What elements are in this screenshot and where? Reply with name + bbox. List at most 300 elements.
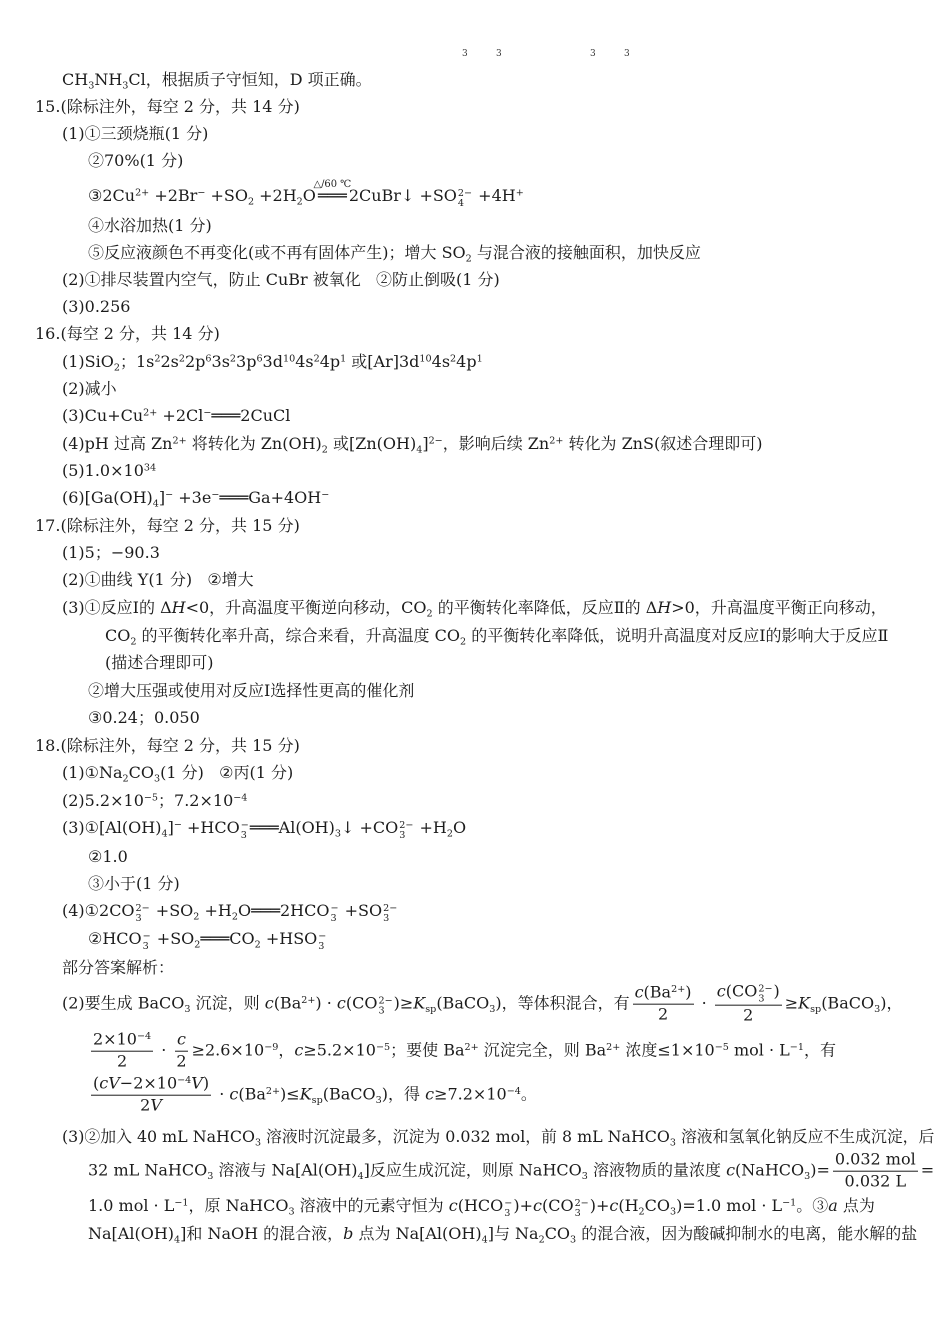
- analysis-2-line-2: [88, 1030, 836, 1073]
- italic-variable: H: [171, 598, 186, 618]
- q18-3-item-2: [88, 846, 128, 868]
- subscript: 4: [416, 444, 423, 456]
- text-run: (BaCO: [436, 993, 490, 1013]
- text-run: 18.(除标注外，每空 2 分，共 15 分): [35, 736, 300, 756]
- q16-2: [62, 378, 117, 400]
- text-run: (CO: [345, 993, 378, 1013]
- fraction-denominator: [656, 1005, 670, 1026]
- superscript: 10: [419, 353, 432, 365]
- text-run: 转化为 ZnS(叙述合理即可): [563, 434, 763, 454]
- text-run: NH: [94, 70, 123, 90]
- q16-heading: [35, 323, 220, 345]
- italic-variable: K: [413, 993, 426, 1013]
- text-run: (3)0.256: [62, 297, 131, 317]
- text-run: 与混合液的接触面积，加快反应: [471, 243, 701, 263]
- superscript: −5: [714, 1041, 729, 1053]
- superscript: 10: [282, 353, 296, 365]
- text-run: (1)5；−90.3: [62, 543, 160, 563]
- text-run: ): [685, 982, 692, 1002]
- charge-superscript: −: [504, 1197, 513, 1209]
- q15-1-item-2: [88, 150, 183, 172]
- text-run: )=: [810, 1160, 830, 1180]
- atom-count-subscript: 3: [378, 1005, 385, 1017]
- text-run: 沉淀完全，则 Ba: [478, 1040, 607, 1060]
- superscript: −1: [789, 1041, 804, 1053]
- text-run: ②70%(1 分): [88, 151, 184, 171]
- text-run: )，得: [381, 1084, 426, 1104]
- fraction: [91, 1030, 153, 1073]
- reaction-equals-sign: ═══: [317, 186, 347, 206]
- superscript: 2: [313, 353, 320, 365]
- subscript: 2: [538, 1234, 545, 1246]
- stacked-charge-and-subscript: [136, 904, 150, 924]
- subscript: 3: [489, 1003, 496, 1015]
- text-run: O═══2HCO: [237, 901, 330, 921]
- superscript: −5: [375, 1041, 391, 1053]
- subscript: 2: [638, 1206, 645, 1218]
- italic-variable: c: [532, 1196, 542, 1216]
- q17-3-item-1-line-2: [105, 625, 888, 647]
- superscript: 2+: [265, 1085, 281, 1097]
- text-run: 2: [176, 1051, 187, 1071]
- subscript: sp: [311, 1094, 323, 1106]
- text-run: 2: [657, 1004, 669, 1024]
- text-run: ]: [158, 488, 166, 508]
- text-run: 点为 Na[Al(OH): [353, 1224, 482, 1244]
- subscript: 2: [465, 253, 472, 265]
- text-run: (BaCO: [322, 1084, 376, 1104]
- charge-superscript: −: [240, 819, 249, 831]
- q16-1: [62, 351, 483, 373]
- charge-superscript: −: [330, 902, 339, 914]
- text-run: ②1.0: [88, 847, 128, 867]
- atom-count-subscript: 3: [142, 940, 149, 952]
- q17-3-item-2: [88, 680, 414, 702]
- q15-3: [62, 296, 130, 318]
- text-run: 0.032 mol: [834, 1149, 916, 1169]
- q17-2: [62, 569, 254, 591]
- italic-variable: V: [150, 1095, 162, 1115]
- text-run: )，: [880, 993, 903, 1013]
- text-run: ；1s: [119, 352, 155, 372]
- q17-3-item-3: [88, 707, 200, 729]
- text-run: Cl，根据质子守恒知，D 项正确。: [128, 70, 372, 90]
- subscript: 4: [152, 498, 159, 510]
- superscript: 2+: [172, 435, 187, 447]
- text-run: 3s: [211, 352, 230, 372]
- text-run: 4p: [456, 352, 477, 372]
- text-run: +H: [199, 901, 232, 921]
- charge-superscript: 2−: [135, 902, 150, 914]
- text-run: 3p: [236, 352, 257, 372]
- charge-superscript: 2−: [758, 983, 773, 995]
- text-run: 溶液中的元素守恒为: [294, 1196, 449, 1216]
- text-run: (3)①反应Ⅰ的 Δ: [62, 598, 172, 618]
- text-run: CH: [62, 70, 89, 90]
- q16-5: [62, 460, 156, 482]
- q18-heading: [35, 735, 300, 757]
- text-run: ═══Al(OH): [249, 818, 335, 838]
- atom-count-subscript: 3: [504, 1207, 511, 1219]
- text-run: Na[Al(OH): [88, 1224, 175, 1244]
- superscript: −: [173, 819, 182, 831]
- subscript: 2: [446, 828, 453, 840]
- subscript: sp: [425, 1003, 437, 1015]
- text-run: ]反应生成沉淀，则原 NaHCO: [363, 1160, 582, 1180]
- text-run: (3)①[Al(OH): [62, 818, 162, 838]
- superscript: −4: [233, 792, 248, 804]
- charge-superscript: −: [318, 930, 327, 942]
- text-run: (1)①三颈烧瓶(1 分): [62, 124, 209, 144]
- text-run: 溶液时沉淀最多，沉淀为 0.032 mol，前 8 mL NaHCO: [260, 1127, 670, 1147]
- subscript: 3: [122, 80, 129, 92]
- text-run: (CO: [725, 981, 758, 1001]
- fraction-numerator: [633, 983, 694, 1005]
- stacked-charge-and-subscript: [458, 189, 472, 209]
- atom-count-subscript: 3: [318, 940, 325, 952]
- stacked-charge-and-subscript: [143, 932, 151, 952]
- stacked-charge-and-subscript: [758, 984, 772, 1004]
- text-run: (描述合理即可): [105, 653, 214, 673]
- text-run: )，等体积混合，有: [495, 993, 630, 1013]
- text-run: 2p: [184, 352, 206, 372]
- text-run: ]与 Na: [487, 1224, 539, 1244]
- superscript: 2+: [135, 187, 150, 199]
- text-run: ③2Cu: [88, 186, 136, 206]
- text-run: 。③: [796, 1196, 829, 1216]
- text-run: (HCO: [457, 1196, 504, 1216]
- text-run: (2)减小: [62, 379, 117, 399]
- subscript: 2: [122, 773, 129, 785]
- text-run: +2H: [254, 186, 297, 206]
- superscript: −1: [174, 1197, 189, 1209]
- q17-heading: [35, 515, 300, 537]
- fraction: [174, 1030, 188, 1073]
- superscript: 2−: [428, 435, 443, 447]
- text-run: )+: [513, 1196, 533, 1216]
- text-run: ): [773, 981, 780, 1001]
- text-run: 4s: [295, 352, 314, 372]
- stacked-charge-and-subscript: [318, 932, 326, 952]
- analysis-2-line-1: [62, 982, 902, 1027]
- text-run: ≥7.2×10: [434, 1084, 507, 1104]
- superscript: 2+: [143, 407, 158, 419]
- fraction: [91, 1074, 211, 1117]
- superscript: −: [203, 407, 212, 419]
- q16-3-equation: [62, 405, 290, 427]
- subscript: 3: [88, 80, 95, 92]
- subscript: 3: [207, 1170, 214, 1182]
- text-run: 的平衡转化率升高，综合来看，升高温度 CO: [136, 626, 461, 646]
- q17-1: [62, 542, 160, 564]
- text-run: +HCO: [181, 818, 240, 838]
- superscript: −: [211, 489, 220, 501]
- atom-count-subscript: 3: [399, 829, 406, 841]
- italic-variable: c: [264, 993, 274, 1013]
- analysis-3-line-3: [88, 1195, 875, 1219]
- q15-2: [62, 269, 500, 291]
- italic-variable: K: [299, 1084, 312, 1104]
- text-run: +3e: [173, 488, 212, 508]
- subscript: 2: [426, 608, 433, 620]
- text-run: 4p: [319, 352, 341, 372]
- text-run: 2s: [160, 352, 179, 372]
- subscript: 3: [375, 1094, 382, 1106]
- subscript: 2: [194, 939, 201, 951]
- text-run: 浓度≤1×10: [620, 1040, 715, 1060]
- analysis-heading: [62, 957, 174, 979]
- text-run: 溶液和氢氧化钠反应不生成沉淀，后: [675, 1127, 935, 1147]
- text-run: (5)1.0×10: [62, 461, 144, 481]
- text-run: +H: [414, 818, 447, 838]
- analysis-3-line-2: [88, 1150, 934, 1193]
- text-run: 溶液与 Na[Al(OH): [213, 1160, 358, 1180]
- analysis-3-line-1: [62, 1126, 934, 1148]
- subscript: 3: [334, 828, 341, 840]
- text-run: 的平衡转化率降低，说明升高温度对反应Ⅰ的影响大于反应Ⅱ: [466, 626, 889, 646]
- superscript: −1: [782, 1197, 797, 1209]
- text-run: (1 分) ②丙(1 分): [160, 763, 294, 783]
- q15-1-item-5: [88, 242, 701, 264]
- text-run: ═══Ga+4OH: [219, 488, 322, 508]
- superscript: 2+: [464, 1041, 479, 1053]
- text-run: 17.(除标注外，每空 2 分，共 15 分): [35, 516, 300, 536]
- q15-1-item-1: [62, 123, 208, 145]
- italic-variable: b: [343, 1224, 354, 1244]
- superscript: −4: [136, 1030, 152, 1042]
- text-run: ═══2CuCl: [211, 406, 291, 426]
- superscript: +: [515, 187, 524, 199]
- subscript: 4: [357, 1170, 364, 1182]
- superscript: 2+: [671, 983, 686, 995]
- subscript: 4: [481, 1234, 488, 1246]
- fraction-denominator: [174, 1052, 188, 1073]
- text-run: O: [452, 818, 467, 838]
- text-run: ，原 NaHCO: [188, 1196, 289, 1216]
- q18-1: [62, 762, 293, 784]
- text-run: +2Cl: [157, 406, 204, 426]
- line-proton-conservation-conclusion: [62, 69, 372, 91]
- text-run: ；7.2×10: [158, 791, 234, 811]
- q15-1-item-4: [88, 215, 212, 237]
- text-run: +SO: [151, 929, 195, 949]
- text-run: )≥: [393, 993, 414, 1013]
- superscript: 1: [476, 353, 483, 365]
- text-run: ) ·: [315, 993, 337, 1013]
- text-run: (2)5.2×10: [62, 791, 144, 811]
- fraction-numerator: [91, 1030, 153, 1052]
- stacked-charge-and-subscript: [504, 1199, 512, 1219]
- text-run: 16.(每空 2 分，共 14 分): [35, 324, 220, 344]
- text-run: 3d: [262, 352, 283, 372]
- text-run: CO: [128, 763, 155, 783]
- text-run: ·: [696, 993, 712, 1013]
- atom-count-subscript: 3: [135, 912, 142, 924]
- q15-1-item-3-equation: [88, 178, 524, 209]
- text-run: ③小于(1 分): [88, 874, 180, 894]
- subscript: 2: [193, 911, 200, 923]
- fraction-denominator: [741, 1006, 755, 1027]
- subscript: 2: [113, 362, 120, 374]
- superscript: 34: [143, 462, 157, 474]
- text-run: ·: [214, 1084, 230, 1104]
- superscript: 2: [154, 353, 161, 365]
- superscript: −4: [177, 1074, 192, 1086]
- subscript: 3: [254, 1137, 261, 1149]
- text-run: 2CuBr↓ +SO: [348, 186, 457, 206]
- text-run: 4s: [431, 352, 451, 372]
- text-run: 沉淀，则: [190, 993, 265, 1013]
- text-run: (BaCO: [821, 993, 875, 1013]
- text-run: ，影响后续 Zn: [442, 434, 550, 454]
- reaction-condition-label: △/60 ℃: [313, 178, 352, 190]
- text-run: ]: [422, 434, 429, 454]
- text-run: 部分答案解析：: [62, 958, 175, 978]
- superscript: 2+: [549, 435, 564, 447]
- text-run: ③0.24；0.050: [88, 708, 200, 728]
- subscript: 3: [184, 1003, 191, 1015]
- text-run: (2)①曲线 Y(1 分) ②增大: [62, 570, 254, 590]
- atom-count-subscript: 3: [240, 829, 247, 841]
- charge-superscript: 2−: [457, 187, 473, 199]
- fraction-numerator: [715, 982, 782, 1006]
- text-run: ，: [278, 1040, 295, 1060]
- text-run: CO: [544, 1224, 571, 1244]
- text-run: 0.032 L: [844, 1171, 907, 1191]
- subscript: 2: [321, 444, 328, 456]
- italic-variable: K: [798, 993, 811, 1013]
- superscript: 6: [256, 353, 263, 365]
- subscript: 2: [296, 196, 303, 208]
- subscript: 3: [154, 773, 161, 785]
- italic-variable: c: [99, 1073, 109, 1093]
- stacked-charge-and-subscript: [575, 1199, 589, 1219]
- subscript: sp: [810, 1003, 822, 1015]
- text-run: 点为: [837, 1196, 875, 1216]
- superscript: 2: [178, 353, 185, 365]
- analysis-3-line-4: [88, 1223, 917, 1245]
- text-run: (Ba: [643, 982, 672, 1002]
- text-run: (H: [618, 1196, 639, 1216]
- superscript: −9: [264, 1041, 279, 1053]
- analysis-2-line-3: [88, 1074, 537, 1117]
- fraction-denominator: [843, 1172, 909, 1193]
- text-run: (NaHCO: [735, 1160, 805, 1180]
- text-run: ]: [167, 818, 174, 838]
- italic-variable: c: [229, 1084, 239, 1104]
- text-run: ↓ +CO: [340, 818, 399, 838]
- atom-count-subscript: 3: [574, 1207, 581, 1219]
- italic-variable: c: [176, 1029, 186, 1049]
- subscript: 2: [130, 636, 137, 648]
- superscript: 2+: [301, 994, 316, 1006]
- text-run: ④水浴加热(1 分): [88, 216, 212, 236]
- text-run: >0，升高温度平衡正向移动，: [671, 598, 887, 618]
- text-run: 2: [116, 1051, 128, 1071]
- superscript: 2+: [606, 1041, 621, 1053]
- superscript: −4: [506, 1085, 521, 1097]
- text-run: (2)要生成 BaCO: [62, 993, 185, 1013]
- text-run: ): [202, 1073, 210, 1093]
- text-run: ≥5.2×10: [303, 1040, 376, 1060]
- charge-superscript: −: [142, 930, 151, 942]
- subscript: 3: [874, 1003, 881, 1015]
- text-run: +SO: [205, 186, 248, 206]
- q18-4-item-2-equation: [88, 928, 327, 952]
- cutoff-subscript-fragment: 3: [624, 49, 630, 59]
- text-run: +HSO: [260, 929, 318, 949]
- q15-heading: [35, 96, 300, 118]
- subscript: 3: [581, 1170, 588, 1182]
- subscript: 3: [804, 1170, 811, 1182]
- subscript: 2: [460, 636, 467, 648]
- text-run: 2×10: [93, 1029, 137, 1049]
- text-run: CO: [644, 1196, 671, 1216]
- text-run: 2: [140, 1095, 151, 1115]
- italic-variable: a: [828, 1196, 838, 1216]
- fraction-numerator: [175, 1030, 188, 1052]
- subscript: 3: [288, 1206, 295, 1218]
- text-run: 或[Zn(OH): [327, 434, 417, 454]
- stacked-charge-and-subscript: [399, 821, 413, 841]
- italic-variable: c: [448, 1196, 458, 1216]
- stacked-charge-and-subscript: [383, 904, 397, 924]
- fraction: [715, 982, 782, 1027]
- fraction: [633, 983, 694, 1026]
- subscript: 3: [570, 1234, 577, 1246]
- text-run: )≤: [280, 1084, 300, 1104]
- text-run: 2: [743, 1005, 754, 1025]
- fraction: [833, 1150, 918, 1193]
- text-run: (6)[Ga(OH): [62, 488, 153, 508]
- superscript: 2: [450, 353, 457, 365]
- text-run: 的混合液，因为酸碱抑制水的电离，能水解的盐: [576, 1224, 918, 1244]
- text-run: ]和 NaOH 的混合液，: [180, 1224, 344, 1244]
- text-run: <0，升高温度平衡逆向移动，CO: [185, 598, 427, 618]
- italic-variable: c: [609, 1196, 619, 1216]
- text-run: =: [920, 1160, 935, 1180]
- italic-variable: H: [657, 598, 672, 618]
- text-run: mol · L: [728, 1040, 790, 1060]
- atom-count-subscript: 3: [383, 912, 390, 924]
- text-run: (3)Cu+Cu: [62, 406, 144, 426]
- text-run: +4H: [473, 186, 516, 206]
- q16-4: [62, 433, 762, 455]
- subscript: 4: [161, 828, 168, 840]
- superscript: 2: [229, 353, 237, 365]
- italic-variable: c: [634, 982, 644, 1002]
- q18-2: [62, 790, 247, 812]
- text-run: (2)①排尽装置内空气，防止 CuBr 被氧化 ②防止倒吸(1 分): [62, 270, 500, 290]
- superscript: −5: [143, 792, 159, 804]
- fraction-denominator: [138, 1096, 164, 1117]
- text-run: ≥2.6×10: [191, 1040, 265, 1060]
- text-run: ，有: [803, 1040, 836, 1060]
- text-run: (: [93, 1073, 100, 1093]
- text-run: (1)SiO: [62, 352, 114, 372]
- subscript: 2: [247, 196, 255, 208]
- fraction-denominator: [115, 1052, 129, 1073]
- text-run: (1)①Na: [62, 763, 123, 783]
- text-run: 32 mL NaHCO: [88, 1160, 208, 1180]
- reaction-arrow-with-condition: [313, 178, 352, 207]
- text-run: 或[Ar]3d: [346, 352, 420, 372]
- text-run: 溶液物质的量浓度: [587, 1160, 727, 1180]
- superscript: −: [165, 489, 174, 501]
- text-run: 1.0 mol · L: [88, 1196, 175, 1216]
- subscript: 2: [231, 911, 238, 923]
- cutoff-subscript-fragment: 3: [590, 49, 596, 59]
